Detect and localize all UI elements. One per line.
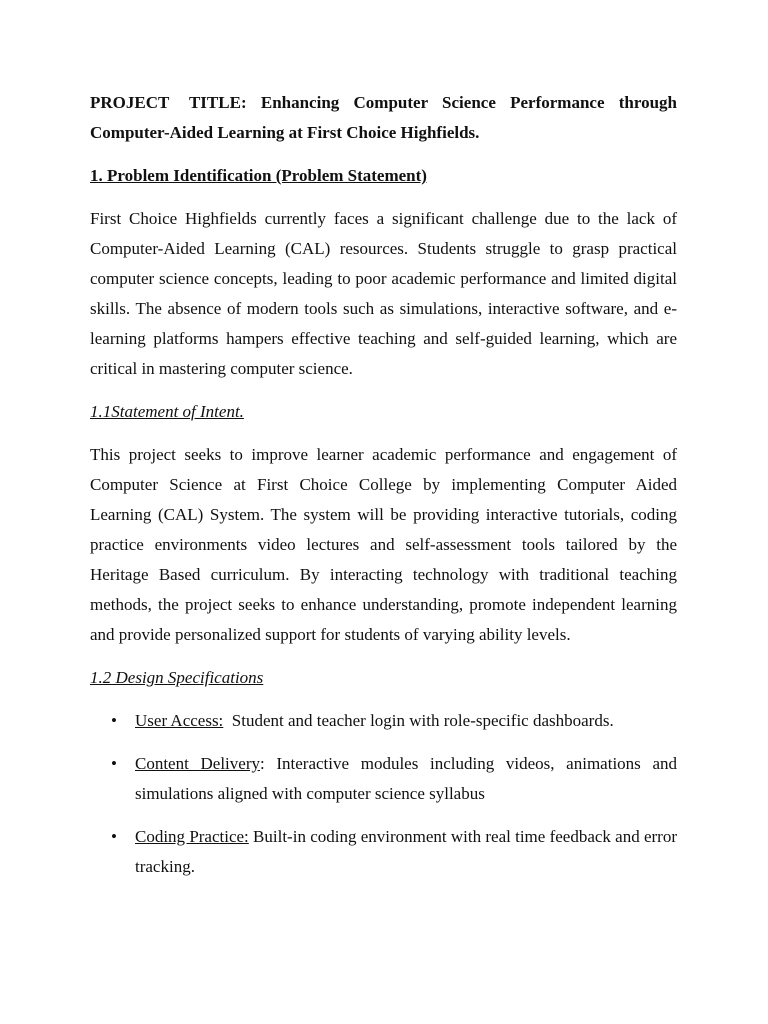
subheading-design-specifications: 1.2 Design Specifications bbox=[90, 668, 264, 687]
list-item-text: Built-in coding environment with real time feedback and error tracking. bbox=[135, 827, 678, 876]
list-item-text: : Interactive modules including videos, animations and simulations aligned with computer science syllabus bbox=[135, 754, 677, 803]
project-title-label: PROJECT TITLE: bbox=[90, 93, 247, 112]
list-item-term: Content Delivery bbox=[135, 754, 260, 773]
problem-statement-paragraph: First Choice Highfields currently faces a significant challenge due to the lack of Computer-Aided Learning (CAL) resources. Students struggle to grasp practical computer science concepts, leading to poor academic performance and limited digital skills. The absence of modern tools such as simulations, interactive software, and e-learning platforms hampers effective teaching and self-guided learning, which are critical in mastering computer science. bbox=[90, 209, 677, 378]
statement-of-intent-paragraph: This project seeks to improve learner academic performance and engagement of Computer Science at First Choice College by implementing Computer Aided Learning (CAL) System. The system will be providing interactive tutorials, coding practice environments video lectures and self-assessment tools tailored by the Heritage Based curriculum. By interacting technology with traditional teaching methods, the project seeks to enhance understanding, promote independent learning and provide personalized support for students of varying ability levels. bbox=[90, 445, 677, 644]
project-title-text: Enhancing Computer Science Performance through Computer-Aided Learning at First Choice Highfields. bbox=[90, 93, 678, 142]
list-item-text: Student and teacher login with role-specific dashboards. bbox=[223, 711, 614, 730]
bullet-icon: • bbox=[111, 711, 117, 730]
list-item-user-access bbox=[90, 706, 677, 736]
list-item-term: User Access: bbox=[135, 711, 224, 730]
project-title bbox=[90, 88, 677, 148]
subheading-statement-of-intent: 1.1Statement of Intent. bbox=[90, 402, 244, 421]
bullet-icon: • bbox=[111, 827, 117, 846]
list-item-coding-practice bbox=[90, 822, 677, 882]
section-heading-problem-identification: 1. Problem Identification (Problem Statement) bbox=[90, 166, 427, 185]
bullet-icon: • bbox=[111, 754, 117, 773]
list-item-term: Coding Practice: bbox=[135, 827, 249, 846]
list-item-content-delivery bbox=[90, 749, 677, 809]
design-specifications-list bbox=[90, 706, 677, 882]
document-body bbox=[90, 88, 677, 895]
